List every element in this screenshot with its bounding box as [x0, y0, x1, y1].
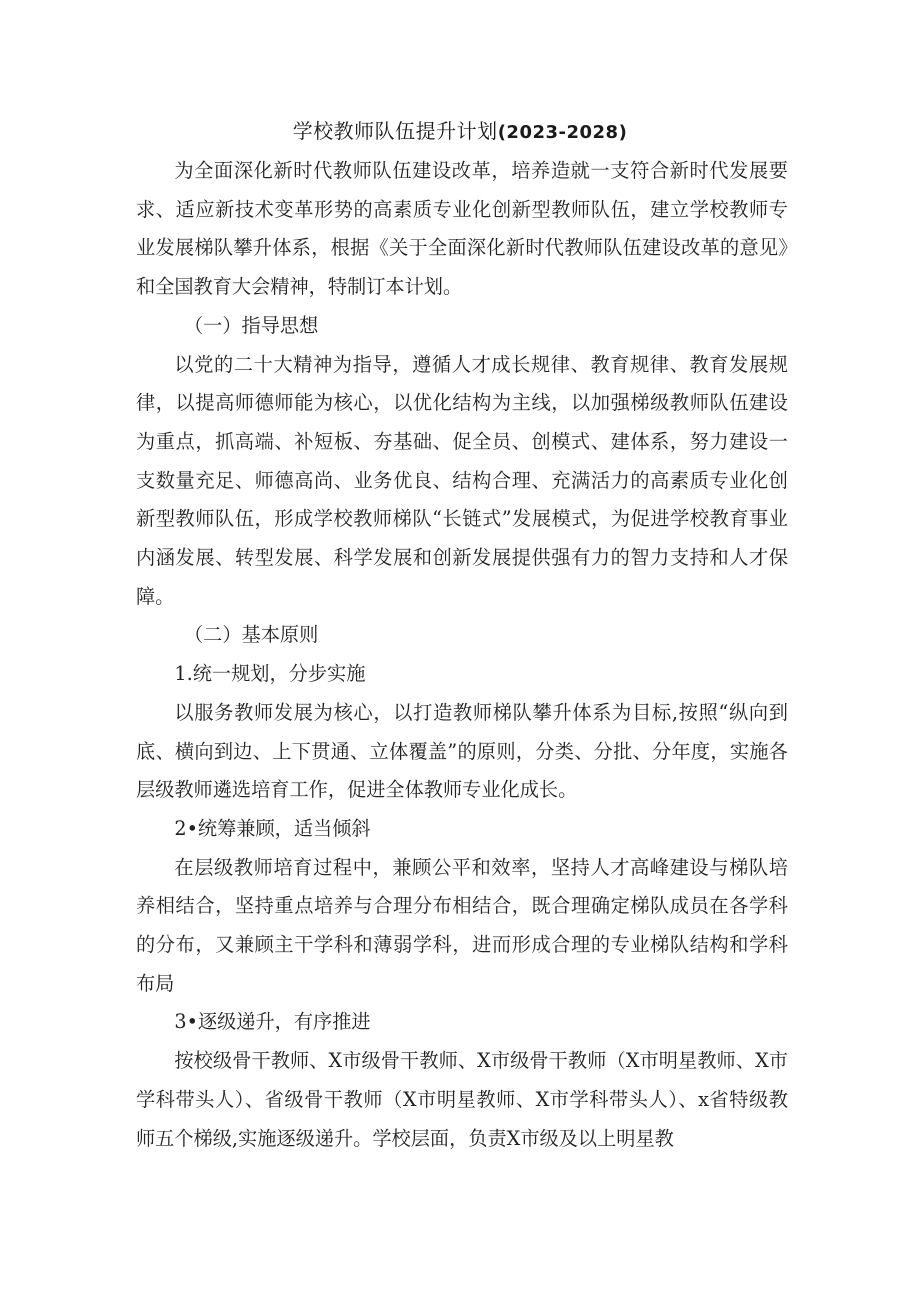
principle-1-heading: 1.统一规划，分步实施 [174, 662, 366, 686]
section-heading-basic-principles: （二）基本原则 [184, 623, 319, 647]
document-body [136, 152, 788, 1158]
section-heading-guiding-ideology: （一）指导思想 [184, 313, 319, 337]
title-year: (2023-2028) [497, 122, 628, 143]
principle-1-paragraph: 以服务教师发展为核心，以打造教师梯队攀升体系为目标,按照“纵向到底、横向到边、上下贯通、立体覆盖”的原则，分类、分批、分年度，实施各层级教师遴选培育工作，促进全体教师专业化成长。 [136, 700, 788, 802]
guiding-ideology-paragraph: 以党的二十大精神为指导，遵循人才成长规律、教育规律、教育发展规律，以提高师德师能为核心，以优化结构为主线，以加强梯级教师队伍建设为重点，抓高端、补短板、夯基础、促全员、创模式、建体系，努力建设一支数量充足、师德高尚、业务优良、结构合理、充满活力的高素质专业化创新型教师队伍，形成学校教师梯队“长链式”发展模式，为促进学校教育事业内涵发展、转型发展、科学发展和创新发展提供强有力的智力支持和人才保障。 [136, 352, 788, 608]
principle-2-paragraph: 在层级教师培育过程中，兼顾公平和效率，坚持人才高峰建设与梯队培养相结合，坚持重点培养与合理分布相结合，既合理确定梯队成员在各学科的分布，又兼顾主干学科和薄弱学科，进而形成合理的专业梯队结构和学科布局 [136, 855, 788, 995]
principle-3-paragraph: 按校级骨干教师、X市级骨干教师、X市级骨干教师（X市明星教师、X市学科带头人）、省级骨干教师（X市明星教师、X市学科带头人）、x省特级教师五个梯级,实施逐级递升。学校层面，负责X市级及以上明星教 [136, 1049, 788, 1150]
principle-3-heading: 3•逐级递升，有序推进 [174, 1010, 371, 1034]
intro-paragraph: 为全面深化新时代教师队伍建设改革，培养造就一支符合新时代发展要求、适应新技术变革形势的高素质专业化创新型教师队伍，建立学校教师专业发展梯队攀升体系，根据《关于全面深化新时代教师队伍建设改革的意见》和全国教育大会精神，特制订本计划。 [136, 159, 788, 299]
principle-2-heading: 2•统筹兼顾，适当倾斜 [174, 816, 371, 840]
title-text: 学校教师队伍提升计划 [292, 119, 498, 143]
document-title [0, 116, 920, 148]
